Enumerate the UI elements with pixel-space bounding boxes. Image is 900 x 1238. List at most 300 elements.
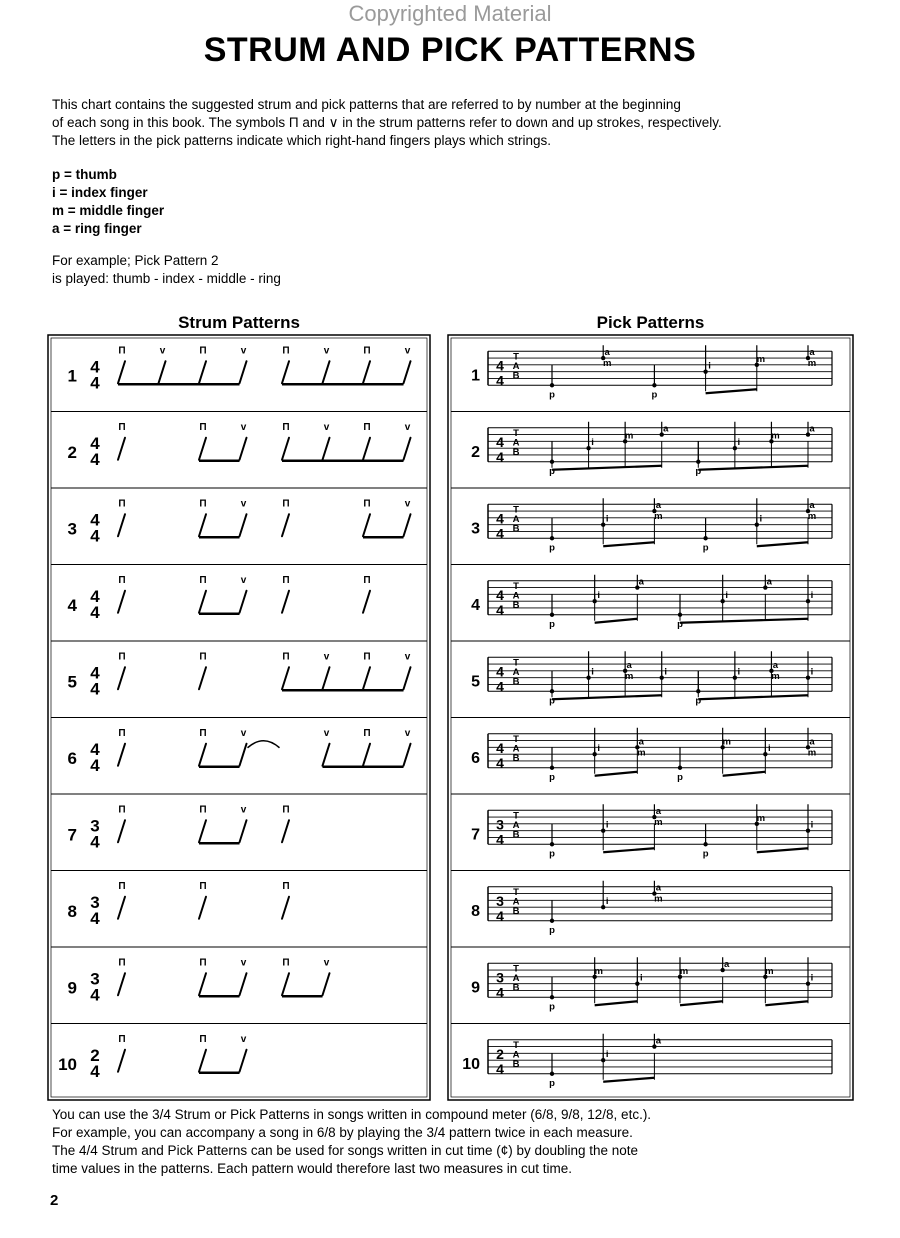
pick-finger-letter: m bbox=[756, 812, 766, 824]
pick-finger-letter: a bbox=[663, 423, 669, 435]
tab-clef-letter: T bbox=[513, 963, 519, 975]
down-stroke-symbol: Π bbox=[282, 498, 290, 510]
pick-finger-letter: i bbox=[810, 819, 814, 831]
pick-finger-letter: i bbox=[605, 819, 609, 831]
pick-finger-letter-secondary: m bbox=[807, 511, 817, 523]
strum-pattern-number: 10 bbox=[58, 1054, 77, 1074]
up-stroke-symbol: v bbox=[323, 345, 330, 357]
pick-pattern-number: 5 bbox=[471, 673, 480, 691]
strum-stroke bbox=[240, 591, 247, 613]
pick-time-signature-top: 4 bbox=[496, 433, 504, 450]
pick-finger-letter: a bbox=[655, 806, 662, 818]
down-stroke-symbol: Π bbox=[282, 957, 290, 969]
down-stroke-symbol: Π bbox=[118, 574, 126, 586]
tab-clef-letter: A bbox=[512, 972, 520, 984]
strum-time-signature-bottom: 4 bbox=[90, 602, 100, 622]
down-stroke-symbol: Π bbox=[118, 804, 126, 816]
tab-clef-letter: A bbox=[512, 437, 520, 449]
pick-finger-letter: p bbox=[702, 848, 709, 860]
up-stroke-symbol: v bbox=[240, 498, 247, 510]
strum-stroke bbox=[363, 438, 370, 460]
pick-finger-letter: i bbox=[591, 666, 594, 678]
up-stroke-symbol: v bbox=[240, 957, 247, 969]
strum-stroke bbox=[404, 514, 411, 536]
pick-finger-letter: m bbox=[679, 965, 689, 977]
pick-finger-letter: p bbox=[549, 618, 555, 630]
strum-stroke bbox=[240, 973, 247, 995]
pick-time-signature-bottom: 4 bbox=[496, 601, 504, 618]
pick-finger-letter-secondary: m bbox=[654, 893, 663, 905]
down-stroke-symbol: Π bbox=[282, 880, 290, 892]
down-stroke-symbol: Π bbox=[118, 421, 126, 433]
strum-stroke bbox=[118, 514, 125, 536]
pick-finger-letter: a bbox=[655, 1035, 662, 1047]
pick-finger-letter: i bbox=[640, 972, 643, 984]
pick-beam bbox=[706, 389, 757, 393]
down-stroke-symbol: Π bbox=[363, 345, 371, 357]
strum-stroke bbox=[199, 667, 206, 689]
pick-time-signature-top: 3 bbox=[496, 816, 504, 833]
up-stroke-symbol: v bbox=[404, 345, 411, 357]
pick-finger-letter: p bbox=[549, 848, 555, 860]
pick-finger-letter: a bbox=[766, 576, 772, 588]
down-stroke-symbol: Π bbox=[118, 498, 126, 510]
strum-stroke bbox=[159, 361, 166, 383]
up-stroke-symbol: v bbox=[323, 651, 330, 663]
strum-stroke bbox=[240, 361, 247, 383]
pick-time-signature-top: 4 bbox=[496, 663, 504, 680]
strum-stroke bbox=[118, 591, 125, 613]
strum-stroke bbox=[118, 438, 125, 460]
pick-finger-letter: i bbox=[597, 590, 600, 602]
down-stroke-symbol: Π bbox=[363, 498, 371, 510]
pick-beam bbox=[757, 848, 808, 852]
page-title: STRUM AND PICK PATTERNS bbox=[203, 31, 697, 69]
down-stroke-symbol: Π bbox=[118, 1033, 126, 1045]
pick-finger-letter: a bbox=[604, 347, 610, 359]
strum-time-signature-top: 2 bbox=[90, 1045, 100, 1065]
strum-stroke bbox=[404, 744, 411, 766]
strum-stroke bbox=[404, 438, 411, 460]
pick-pattern-number: 4 bbox=[471, 596, 480, 614]
pick-finger-letter: i bbox=[737, 437, 741, 449]
down-stroke-symbol: Π bbox=[363, 727, 371, 739]
strum-time-signature-bottom: 4 bbox=[90, 985, 100, 1005]
up-stroke-symbol: v bbox=[323, 957, 330, 969]
pick-beam bbox=[765, 1001, 808, 1005]
tab-clef-letter: A bbox=[512, 360, 520, 372]
tab-clef-letter: A bbox=[512, 743, 520, 755]
strum-pattern-number: 7 bbox=[67, 825, 77, 845]
pick-finger-letter: i bbox=[810, 590, 814, 602]
down-stroke-symbol: Π bbox=[282, 651, 290, 663]
strum-stroke bbox=[282, 591, 289, 613]
pick-beam bbox=[595, 619, 638, 623]
pick-finger-letter: m bbox=[722, 736, 731, 748]
pick-time-signature-top: 3 bbox=[496, 969, 504, 986]
tab-clef-letter: B bbox=[512, 523, 520, 535]
strum-time-signature-bottom: 4 bbox=[90, 449, 100, 469]
pick-beam bbox=[552, 466, 662, 470]
intro-line: of each song in this book. The symbols Π and ∨ in the strum patterns refer to down and up strokes, respectively. bbox=[52, 115, 722, 130]
strum-pattern-number: 4 bbox=[67, 595, 77, 615]
footer-line: For example, you can accompany a song in 6/8 by playing the 3/4 pattern twice in each measure. bbox=[52, 1125, 633, 1140]
pick-time-signature-bottom: 4 bbox=[496, 1060, 504, 1077]
down-stroke-symbol: Π bbox=[199, 880, 207, 892]
strum-stroke bbox=[404, 361, 411, 383]
strum-stroke bbox=[323, 361, 330, 383]
pick-beam bbox=[595, 772, 638, 776]
strum-time-signature-top: 4 bbox=[90, 357, 100, 377]
up-stroke-symbol: v bbox=[240, 421, 247, 433]
pick-finger-letter: p bbox=[677, 618, 683, 630]
legend-item-ring: a = ring finger bbox=[52, 221, 142, 236]
example-line: For example; Pick Pattern 2 bbox=[52, 253, 219, 268]
up-stroke-symbol: v bbox=[323, 727, 330, 739]
up-stroke-symbol: v bbox=[240, 727, 247, 739]
strum-stroke bbox=[323, 438, 330, 460]
down-stroke-symbol: Π bbox=[118, 345, 126, 357]
pick-finger-letter: a bbox=[638, 576, 644, 588]
pick-finger-letter: i bbox=[708, 360, 711, 372]
pick-finger-letter: p bbox=[549, 924, 555, 936]
pick-finger-letter: i bbox=[725, 590, 728, 602]
down-stroke-symbol: Π bbox=[118, 651, 126, 663]
pick-finger-letter-secondary: m bbox=[637, 747, 646, 759]
pick-time-signature-top: 4 bbox=[496, 357, 504, 374]
strum-time-signature-top: 3 bbox=[90, 969, 100, 989]
tab-clef-letter: B bbox=[512, 752, 520, 764]
strum-pattern-number: 8 bbox=[67, 901, 77, 921]
strum-pattern-number: 2 bbox=[67, 442, 77, 462]
tab-clef-letter: T bbox=[513, 886, 519, 898]
strum-stroke bbox=[118, 667, 125, 689]
strum-stroke bbox=[363, 667, 370, 689]
strum-time-signature-top: 3 bbox=[90, 816, 100, 836]
pick-finger-letter: i bbox=[810, 666, 814, 678]
strum-patterns-heading: Strum Patterns bbox=[178, 313, 300, 332]
pick-time-signature-bottom: 4 bbox=[496, 984, 504, 1001]
tab-clef-letter: T bbox=[513, 810, 519, 822]
pick-finger-letter-secondary: m bbox=[807, 747, 817, 759]
strum-stroke bbox=[240, 438, 247, 460]
pick-finger-letter: m bbox=[594, 965, 603, 977]
example-line: is played: thumb - index - middle - ring bbox=[52, 271, 281, 286]
intro-line: The letters in the pick patterns indicate which right-hand fingers plays which strings. bbox=[52, 133, 551, 148]
strum-stroke bbox=[240, 820, 247, 842]
strum-stroke bbox=[118, 1050, 125, 1072]
pick-pattern-number: 3 bbox=[471, 520, 480, 538]
pick-finger-letter: a bbox=[809, 736, 815, 748]
pick-time-signature-bottom: 4 bbox=[496, 831, 504, 848]
strum-stroke bbox=[199, 1050, 206, 1072]
pick-beam bbox=[680, 619, 808, 623]
pick-beam bbox=[603, 1078, 654, 1082]
strum-stroke bbox=[199, 897, 206, 919]
pick-finger-letter: p bbox=[549, 771, 555, 783]
pick-time-signature-top: 4 bbox=[496, 586, 504, 603]
tab-clef-letter: B bbox=[512, 370, 520, 382]
strum-stroke bbox=[199, 361, 206, 383]
tab-clef-letter: A bbox=[512, 819, 520, 831]
strum-time-signature-top: 4 bbox=[90, 663, 100, 683]
pick-finger-letter-secondary: m bbox=[602, 358, 612, 370]
strum-stroke bbox=[363, 744, 370, 766]
footer-line: time values in the patterns. Each pattern would therefore last two measures in cut time. bbox=[52, 1161, 573, 1176]
pick-finger-letter: i bbox=[664, 666, 668, 678]
pick-finger-letter: a bbox=[724, 959, 730, 971]
strum-stroke bbox=[118, 361, 125, 383]
down-stroke-symbol: Π bbox=[199, 727, 207, 739]
strum-pattern-number: 9 bbox=[67, 978, 77, 998]
pick-finger-letter: p bbox=[677, 771, 683, 783]
down-stroke-symbol: Π bbox=[199, 957, 207, 969]
strum-stroke bbox=[240, 744, 247, 766]
tab-clef-letter: T bbox=[513, 351, 519, 363]
strum-stroke bbox=[199, 514, 206, 536]
strum-stroke bbox=[363, 514, 370, 536]
pick-time-signature-top: 3 bbox=[496, 892, 504, 909]
down-stroke-symbol: Π bbox=[363, 421, 371, 433]
strum-stroke bbox=[118, 973, 125, 995]
pick-finger-letter: p bbox=[549, 695, 555, 707]
strum-stroke bbox=[282, 973, 289, 995]
pick-finger-letter: p bbox=[695, 695, 702, 707]
pick-pattern-number: 9 bbox=[471, 979, 480, 997]
up-stroke-symbol: v bbox=[240, 1033, 247, 1045]
pick-finger-letter: p bbox=[549, 1001, 555, 1013]
pick-beam bbox=[595, 1001, 638, 1005]
pick-beam bbox=[698, 695, 808, 699]
strum-time-signature-top: 4 bbox=[90, 739, 100, 759]
pick-time-signature-top: 4 bbox=[496, 739, 504, 756]
tab-clef-letter: A bbox=[512, 896, 520, 908]
down-stroke-symbol: Π bbox=[199, 345, 207, 357]
pick-pattern-number: 6 bbox=[471, 749, 480, 767]
strum-stroke bbox=[282, 667, 289, 689]
pick-finger-letter: i bbox=[605, 513, 609, 525]
pick-time-signature-bottom: 4 bbox=[496, 907, 504, 924]
legend-item-middle: m = middle finger bbox=[52, 203, 165, 218]
up-stroke-symbol: v bbox=[240, 574, 247, 586]
pick-beam bbox=[603, 542, 654, 546]
pick-finger-letter-secondary: m bbox=[771, 670, 780, 682]
pick-finger-letter: a bbox=[809, 423, 815, 435]
up-stroke-symbol: v bbox=[159, 345, 166, 357]
strum-stroke bbox=[323, 973, 330, 995]
strum-time-signature-bottom: 4 bbox=[90, 679, 100, 699]
pick-pattern-number: 7 bbox=[471, 826, 480, 844]
pick-time-signature-top: 2 bbox=[496, 1045, 504, 1062]
pick-finger-letter: a bbox=[809, 500, 815, 512]
strum-time-signature-top: 3 bbox=[90, 892, 100, 912]
tab-clef-letter: A bbox=[512, 1049, 520, 1061]
pick-finger-letter: m bbox=[771, 430, 780, 442]
strum-time-signature-bottom: 4 bbox=[90, 373, 100, 393]
pick-finger-letter: a bbox=[655, 500, 662, 512]
strum-tie bbox=[248, 741, 280, 748]
copyright-watermark: Copyrighted Material bbox=[348, 1, 552, 26]
footer-line: The 4/4 Strum and Pick Patterns can be used for songs written in cut time (¢) by doubling the note bbox=[52, 1143, 639, 1158]
legend-item-index: i = index finger bbox=[52, 185, 148, 200]
pick-finger-letter: a bbox=[638, 736, 644, 748]
strum-time-signature-bottom: 4 bbox=[90, 832, 100, 852]
tab-clef-letter: T bbox=[513, 580, 519, 592]
pick-patterns-heading: Pick Patterns bbox=[596, 313, 705, 332]
down-stroke-symbol: Π bbox=[118, 957, 126, 969]
strum-stroke bbox=[282, 514, 289, 536]
pick-finger-letter: i bbox=[737, 666, 741, 678]
pick-finger-letter: a bbox=[655, 882, 662, 894]
strum-time-signature-bottom: 4 bbox=[90, 526, 100, 546]
strum-stroke bbox=[240, 514, 247, 536]
down-stroke-symbol: Π bbox=[199, 421, 207, 433]
pick-finger-letter: i bbox=[597, 743, 600, 755]
tab-clef-letter: T bbox=[513, 1039, 519, 1051]
pick-finger-letter: i bbox=[605, 896, 609, 908]
pick-finger-letter: m bbox=[624, 430, 634, 442]
tab-clef-letter: T bbox=[513, 657, 519, 669]
pick-time-signature-bottom: 4 bbox=[496, 678, 504, 695]
strum-stroke bbox=[282, 438, 289, 460]
strum-stroke bbox=[282, 897, 289, 919]
pick-time-signature-top: 4 bbox=[496, 510, 504, 527]
strum-time-signature-bottom: 4 bbox=[90, 1061, 100, 1081]
pick-finger-letter: i bbox=[810, 972, 814, 984]
up-stroke-symbol: v bbox=[323, 421, 330, 433]
down-stroke-symbol: Π bbox=[199, 804, 207, 816]
down-stroke-symbol: Π bbox=[199, 1033, 207, 1045]
tab-clef-letter: B bbox=[512, 676, 520, 688]
tab-clef-letter: T bbox=[513, 504, 519, 516]
strum-stroke bbox=[404, 667, 411, 689]
tab-clef-letter: A bbox=[512, 590, 520, 602]
down-stroke-symbol: Π bbox=[282, 804, 290, 816]
down-stroke-symbol: Π bbox=[118, 880, 126, 892]
strum-stroke bbox=[240, 1050, 247, 1072]
pick-finger-letter: m bbox=[756, 353, 766, 365]
tab-clef-letter: B bbox=[512, 1058, 520, 1070]
up-stroke-symbol: v bbox=[240, 804, 247, 816]
strum-stroke bbox=[118, 897, 125, 919]
pick-pattern-number: 10 bbox=[462, 1055, 480, 1073]
footer-line: You can use the 3/4 Strum or Pick Patterns in songs written in compound meter (6/8, 9/8, 12/8, etc.). bbox=[52, 1107, 652, 1122]
strum-stroke bbox=[199, 820, 206, 842]
strum-stroke bbox=[118, 820, 125, 842]
legend-item-thumb: p = thumb bbox=[52, 167, 117, 182]
pick-finger-letter: p bbox=[702, 542, 709, 554]
down-stroke-symbol: Π bbox=[363, 651, 371, 663]
strum-stroke bbox=[199, 438, 206, 460]
page-number: 2 bbox=[50, 1192, 59, 1209]
strum-stroke bbox=[282, 820, 289, 842]
tab-clef-letter: A bbox=[512, 666, 520, 678]
strum-time-signature-top: 4 bbox=[90, 510, 100, 530]
strum-time-signature-bottom: 4 bbox=[90, 908, 100, 928]
pick-pattern-number: 1 bbox=[471, 367, 480, 385]
strum-time-signature-bottom: 4 bbox=[90, 755, 100, 775]
pick-beam bbox=[757, 542, 808, 546]
strum-stroke bbox=[199, 744, 206, 766]
pick-time-signature-bottom: 4 bbox=[496, 448, 504, 465]
pick-finger-letter: p bbox=[549, 542, 555, 554]
pick-finger-letter-secondary: m bbox=[654, 511, 663, 523]
down-stroke-symbol: Π bbox=[282, 345, 290, 357]
tab-clef-letter: B bbox=[512, 599, 520, 611]
footer-paragraph bbox=[52, 1106, 852, 1178]
tab-clef-letter: B bbox=[512, 829, 520, 841]
tab-clef-letter: T bbox=[513, 733, 519, 745]
pick-finger-letter: a bbox=[626, 659, 632, 671]
pick-finger-letter: i bbox=[768, 743, 771, 755]
pick-beam bbox=[552, 695, 662, 699]
tab-clef-letter: A bbox=[512, 513, 520, 525]
pick-beam bbox=[698, 466, 808, 470]
up-stroke-symbol: v bbox=[404, 651, 411, 663]
up-stroke-symbol: v bbox=[240, 345, 247, 357]
pick-finger-letter-secondary: m bbox=[807, 358, 817, 370]
up-stroke-symbol: v bbox=[404, 498, 411, 510]
pick-pattern-number: 2 bbox=[471, 443, 480, 461]
tab-clef-letter: B bbox=[512, 446, 520, 458]
pick-finger-letter: i bbox=[591, 437, 594, 449]
strum-pattern-number: 3 bbox=[67, 519, 77, 539]
strum-pattern-number: 5 bbox=[67, 672, 77, 692]
strum-stroke bbox=[323, 744, 330, 766]
pick-finger-letter: m bbox=[765, 965, 774, 977]
strum-time-signature-top: 4 bbox=[90, 433, 100, 453]
pick-time-signature-bottom: 4 bbox=[496, 525, 504, 542]
strum-stroke bbox=[363, 591, 370, 613]
strum-stroke bbox=[363, 361, 370, 383]
intro-line: This chart contains the suggested strum and pick patterns that are referred to by number at the beginning bbox=[52, 97, 681, 112]
pick-finger-letter: p bbox=[549, 389, 555, 401]
pick-finger-letter: p bbox=[549, 465, 555, 477]
pick-beam bbox=[723, 772, 766, 776]
pick-finger-letter: p bbox=[651, 389, 658, 401]
pick-finger-letter: a bbox=[809, 347, 815, 359]
up-stroke-symbol: v bbox=[404, 727, 411, 739]
tab-clef-letter: B bbox=[512, 905, 520, 917]
down-stroke-symbol: Π bbox=[199, 651, 207, 663]
down-stroke-symbol: Π bbox=[282, 574, 290, 586]
pick-finger-letter: p bbox=[549, 1077, 555, 1089]
pick-finger-letter-secondary: m bbox=[654, 817, 663, 829]
pick-finger-letter: i bbox=[759, 513, 763, 525]
strum-pattern-number: 1 bbox=[67, 366, 77, 386]
down-stroke-symbol: Π bbox=[199, 574, 207, 586]
strum-time-signature-top: 4 bbox=[90, 586, 100, 606]
pick-beam bbox=[680, 1001, 723, 1005]
pick-finger-letter: p bbox=[695, 465, 702, 477]
pick-pattern-number: 8 bbox=[471, 902, 480, 920]
pick-finger-letter: a bbox=[772, 659, 779, 671]
strum-stroke bbox=[323, 667, 330, 689]
pick-beam bbox=[603, 848, 654, 852]
down-stroke-symbol: Π bbox=[282, 421, 290, 433]
strum-stroke bbox=[199, 591, 206, 613]
pick-time-signature-bottom: 4 bbox=[496, 754, 504, 771]
down-stroke-symbol: Π bbox=[118, 727, 126, 739]
pick-time-signature-bottom: 4 bbox=[496, 372, 504, 389]
up-stroke-symbol: v bbox=[404, 421, 411, 433]
strum-stroke bbox=[199, 973, 206, 995]
strum-stroke bbox=[282, 361, 289, 383]
strum-stroke bbox=[118, 744, 125, 766]
pick-finger-letter: i bbox=[605, 1049, 609, 1061]
tab-clef-letter: T bbox=[513, 427, 519, 439]
down-stroke-symbol: Π bbox=[199, 498, 207, 510]
